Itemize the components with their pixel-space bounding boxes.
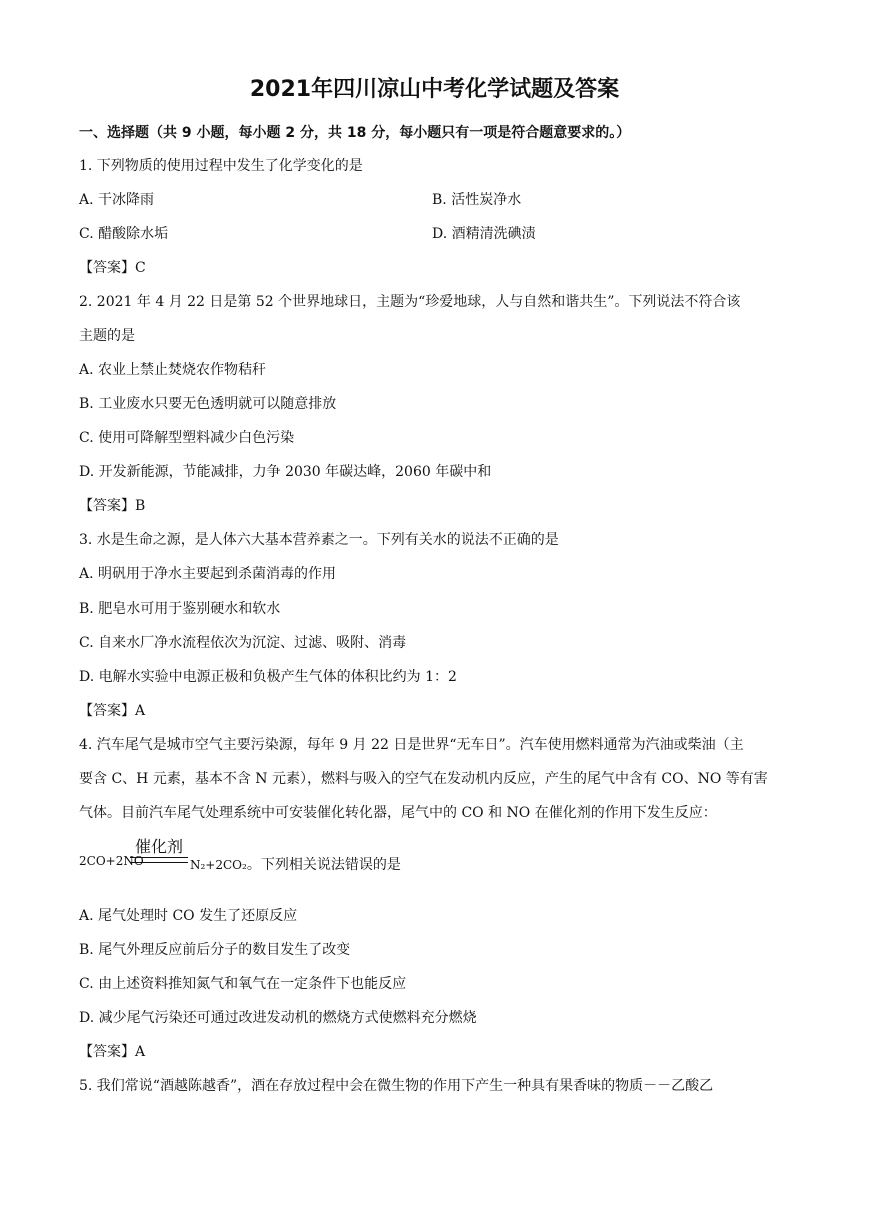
question-2-stem-line-1: 2. 2021 年 4 月 22 日是第 52 个世界地球日，主题为“珍爱地球，人与自然和谐共生”。下列说法不符合该 <box>79 294 741 310</box>
question-1-answer: 【答案】C <box>79 260 146 276</box>
question-2-option-a: A. 农业上禁止焚烧农作物秸秆 <box>79 362 267 378</box>
question-2-stem-line-2: 主题的是 <box>79 328 135 344</box>
equation-reactants: 2CO+2NO <box>79 854 144 868</box>
question-3-option-d: D. 电解水实验中电源正极和负极产生气体的体积比约为 1：2 <box>79 669 457 685</box>
page-title: 2021年四川凉山中考化学试题及答案 <box>249 77 620 102</box>
question-2-answer: 【答案】B <box>79 498 146 514</box>
question-4-option-c: C. 由上述资料推知氮气和氧气在一定条件下也能反应 <box>79 976 407 992</box>
section-heading: 一、选择题（共 9 小题，每小题 2 分，共 18 分，每小题只有一项是符合题意要求的。） <box>79 125 631 141</box>
equals-bar <box>130 857 188 863</box>
question-2-option-d: D. 开发新能源，节能减排，力争 2030 年碳达峰，2060 年碳中和 <box>79 464 492 480</box>
question-4-stem-line-1: 4. 汽车尾气是城市空气主要污染源，每年 9 月 22 日是世界“无车日”。汽车使用燃料通常为汽油或柴油（主 <box>79 737 744 753</box>
question-3-option-b: B. 肥皂水可用于鉴别硬水和软水 <box>79 601 281 617</box>
question-3-option-a: A. 明矾用于净水主要起到杀菌消毒的作用 <box>79 566 337 582</box>
question-4-option-a: A. 尾气处理时 CO 发生了还原反应 <box>79 908 298 924</box>
question-4-answer: 【答案】A <box>79 1044 146 1060</box>
question-4-option-b: B. 尾气外理反应前后分子的数目发生了改变 <box>79 942 351 958</box>
equation-products: N₂+2CO₂ <box>190 858 247 872</box>
question-2-option-c: C. 使用可降解型塑料减少白色污染 <box>79 430 295 446</box>
question-4-prompt: 。下列相关说法错误的是 <box>246 857 401 873</box>
question-4-stem-line-2: 要含 C、H 元素，基本不含 N 元素），燃料与吸入的空气在发动机内反应，产生的尾气中含有 CO、NO 等有害 <box>79 771 768 787</box>
question-4-stem-line-3: 气体。目前汽车尾气处理系统中可安装催化转化器，尾气中的 CO 和 NO 在催化剂的作用下发生反应： <box>79 805 717 821</box>
question-1-option-b: B. 活性炭净水 <box>432 192 522 208</box>
question-2-option-b: B. 工业废水只要无色透明就可以随意排放 <box>79 396 337 412</box>
catalyst-label: 催化剂 <box>134 837 183 856</box>
question-4-option-d: D. 减少尾气污染还可通过改进发动机的燃烧方式使燃料充分燃烧 <box>79 1010 477 1026</box>
question-3-stem: 3. 水是生命之源，是人体六大基本营养素之一。下列有关水的说法不正确的是 <box>79 532 559 548</box>
question-5-stem: 5. 我们常说“酒越陈越香”，酒在存放过程中会在微生物的作用下产生一种具有果香味的物质－－乙酸乙 <box>79 1078 714 1094</box>
question-3-option-c: C. 自来水厂净水流程依次为沉淀、过滤、吸附、消毒 <box>79 635 407 651</box>
question-1-option-d: D. 酒精清洗碘渍 <box>432 226 536 242</box>
question-1-stem: 1. 下列物质的使用过程中发生了化学变化的是 <box>79 158 363 174</box>
question-1-option-a: A. 干冰降雨 <box>79 192 155 208</box>
question-1-option-c: C. 醋酸除水垢 <box>79 226 169 242</box>
question-3-answer: 【答案】A <box>79 703 146 719</box>
equation-products-and-question <box>190 854 401 874</box>
catalyst-condition <box>130 834 188 857</box>
